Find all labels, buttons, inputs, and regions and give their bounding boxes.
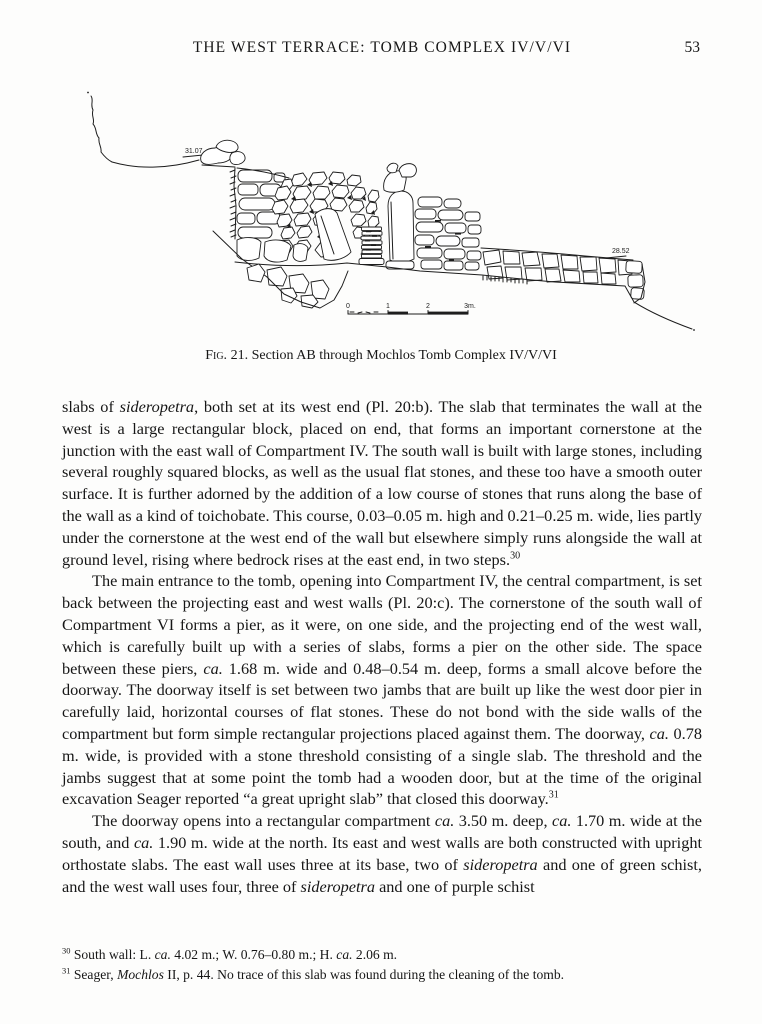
cliff-profile	[87, 92, 112, 162]
page-number: 53	[684, 39, 700, 56]
elevation-leader-right	[606, 256, 626, 258]
elevation-label-right: 28.52	[612, 248, 630, 255]
wall-left-face-hatching	[230, 168, 236, 239]
scale-tick-2: 2	[426, 303, 430, 310]
door-jamb-courses	[359, 227, 384, 265]
stones-atop-slab	[384, 163, 417, 192]
upright-slab	[386, 191, 414, 269]
lower-terrace-wall	[481, 248, 633, 284]
body-paragraph-2: The main entrance to the tomb, opening into Compartment IV, the central compartment, is set back between the projecting east and west walls (Pl. 20:c). The cornerstone of the south wall of Compartment VI forms a pier, as it were, on one side, and the projecting end of the west wall, which is carefully built up with a series of slabs, forms a pier on the other side. The space between these piers, ca. 1.68 m. wide and 0.48–0.54 m. deep, forms a small alcove before the doorway. The doorway itself is set between two jambs that are built up like the west door pier in carefully laid, horizontal courses of flat stones. These do not bond with the side walls of the compartment but form simple rectangular projections placed against them. The doorway, ca. 0.78 m. wide, is provided with a stone threshold consisting of a single slab. The threshold and the jambs suggest that at some point the tomb had a wooden door, but at the time of the original excavation Seager reported “a great upright slab” that closed this doorway.$^{31}$	[62, 571, 703, 809]
body-text	[62, 396, 702, 897]
scale-tick-1: 1	[386, 303, 390, 310]
scale-tick-3m: 3m.	[464, 303, 476, 310]
figure-caption: Fig. 21. Section AB through Mochlos Tomb Complex IV/V/VI	[205, 348, 557, 363]
wall-capstones	[201, 140, 245, 167]
footnote-31: $^{31}$ Seager, Mochlos II, p. 44. No trace of this slab was found during the cleaning of the tomb.	[62, 964, 565, 982]
body-paragraph-1: slabs of sideropetra, both set at its west end (Pl. 20:b). The slab that terminates the wall at the west is a large rectangular block, placed on end, that forms an important cornerstone at the junction with the east wall of Compartment IV. The south wall is built with large stones, including several roughly squared blocks, as well as the usual flat stones, and these too have a smooth outer surface. It is further adorned by the addition of a low course of stones that runs along the base of the wall as a kind of toichobate. This course, 0.03–0.05 m. high and 0.21–0.25 m. wide, lies partly under the cornerstone at the west end of the wall but elsewhere simply runs alongside the wall at ground level, rising where bedrock rises at the east end, in two steps.$^{30}$	[62, 397, 702, 569]
running-head-title: THE WEST TERRACE: TOMB COMPLEX IV/V/VI	[192, 39, 572, 56]
footnote-30: $^{30}$ South wall: L. ca. 4.02 m.; W. 0.76–0.80 m.; H. ca. 2.06 m.	[62, 945, 398, 962]
figure-21	[85, 90, 712, 340]
terminal-stones	[626, 261, 645, 303]
right-slab-courses	[415, 197, 481, 270]
scale-bar	[346, 303, 476, 315]
terrace-ground-line	[112, 155, 203, 167]
scale-tick-0: 0	[346, 303, 350, 310]
section-drawing	[85, 90, 712, 340]
footnotes	[62, 945, 702, 984]
body-paragraph-3: The doorway opens into a rectangular compartment ca. 3.50 m. deep, ca. 1.70 m. wide at the south, and ca. 1.90 m. wide at the north. Its east and west walls are both constructed with upright orthostate slabs. The east wall uses three at its base, two of sideropetra and one of green schist, and the west wall uses four, three of sideropetra and one of purple schist	[62, 811, 703, 896]
buried-stones	[247, 264, 348, 308]
elevation-label-left: 31.07	[185, 148, 203, 155]
